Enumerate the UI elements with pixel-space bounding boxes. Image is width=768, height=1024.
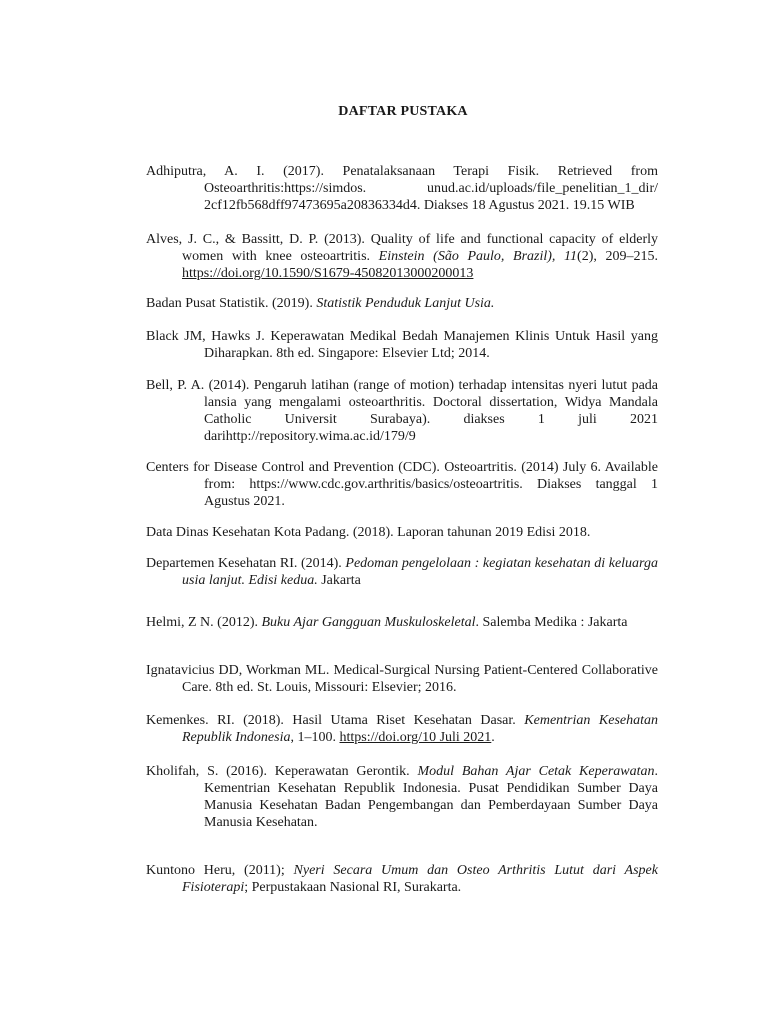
reference-text: Kholifah, S. (2016). Keperawatan Gerontik. [146, 764, 418, 779]
reference-text: Alves, J. C., & Bassitt, D. P. (2013). Quality of life and functional capacity of elderly women with knee osteoartritis. [146, 232, 658, 264]
reference-text: . Kementrian Kesehatan Republik Indonesia. Pusat Pendidikan Sumber Daya Manusia Kesehatan Badan Pengembangan dan Pemberdayaan Sumber Daya Manusia Kesehatan. [204, 764, 658, 830]
reference-helmi [146, 614, 658, 631]
reference-cdc [146, 459, 658, 510]
reference-ignatavicius [146, 662, 658, 696]
reference-bps [146, 295, 658, 312]
reference-alves [146, 231, 658, 282]
reference-text: . [491, 730, 495, 745]
reference-kuntono [146, 862, 658, 896]
reference-title: Statistik Penduduk Lanjut Usia. [316, 296, 495, 311]
doi-link[interactable]: https://doi.org/10 Juli 2021 [339, 730, 492, 745]
reference-text: Badan Pusat Statistik. (2019). [146, 296, 317, 311]
doi-link[interactable]: https://doi.org/10.1590/S1679-45082013000200013 [182, 266, 474, 281]
reference-title: Nyeri Secara Umum dan Osteo Arthritis Lutut dari Aspek Fisioterapi [182, 863, 658, 895]
reference-text: Data Dinas Kesehatan Kota Padang. (2018). Laporan tahunan 2019 Edisi 2018. [146, 525, 591, 540]
reference-kholifah [146, 763, 658, 831]
reference-text: Black JM, Hawks J. Keperawatan Medikal Bedah Manajemen Klinis Untuk Hasil yang Diharapkan. 8th ed. Singapore: Elsevier Ltd; 2014. [146, 329, 658, 361]
reference-journal: Einstein (São Paulo, Brazil), 11 [378, 249, 578, 264]
reference-text: Ignatavicius DD, Workman ML. Medical-Surgical Nursing Patient-Centered Collaborative Care. 8th ed. St. Louis, Missouri: Elsevier; 2016. [146, 663, 658, 695]
reference-text: . Salemba Medika : Jakarta [475, 615, 628, 630]
reference-bell [146, 377, 658, 445]
reference-title: Modul Bahan Ajar Cetak Keperawatan [417, 764, 655, 779]
reference-text: Adhiputra, A. I. (2017). Penatalaksanaan Terapi Fisik. Retrieved from Osteoarthritis:https://simdos. unud.ac.id/uploads/file_penelitian_1_dir/ 2cf12fb568dff97473695a20836334d4. Diakses 18 Agustus 2021. 19.15 WIB [146, 164, 658, 213]
reference-dinkes-padang [146, 524, 658, 541]
reference-title: Kementrian Kesehatan Republik Indonesia [182, 713, 658, 745]
reference-depkes [146, 555, 658, 589]
reference-black [146, 328, 658, 362]
page-title: DAFTAR PUSTAKA [338, 104, 468, 119]
reference-text: Centers for Disease Control and Prevention (CDC). Osteoartritis. (2014) July 6. Available from: https://www.cdc.gov.arthritis/basics/osteoartritis. Diakses tanggal 1 Agustus 2021. [146, 460, 658, 509]
reference-adhiputra [146, 163, 658, 214]
reference-text: Bell, P. A. (2014). Pengaruh latihan (range of motion) terhadap intensitas nyeri lutut pada lansia yang mengalami osteoarthritis. Doctoral dissertation, Widya Mandala Catholic Universit Surabaya). diakses 1 juli 2021 darihttp://repository.wima.ac.id/179/9 [146, 378, 658, 444]
reference-title: Pedoman pengelolaan : kegiatan kesehatan di keluarga usia lanjut. Edisi kedua. [182, 556, 658, 588]
reference-text: Helmi, Z N. (2012). [146, 615, 262, 630]
reference-text: (2), 209–215. [577, 249, 658, 264]
reference-kemenkes [146, 712, 658, 746]
reference-title: Buku Ajar Gangguan Muskuloskeletal [261, 615, 476, 630]
reference-text: ; Perpustakaan Nasional RI, Surakarta. [244, 880, 462, 895]
reference-text: Kemenkes. RI. (2018). Hasil Utama Riset Kesehatan Dasar. [146, 713, 525, 728]
reference-text: Kuntono Heru, (2011); [146, 863, 294, 878]
reference-text: Departemen Kesehatan RI. (2014). [146, 556, 346, 571]
reference-text: , 1–100. [290, 730, 340, 745]
reference-text: Jakarta [317, 573, 361, 588]
